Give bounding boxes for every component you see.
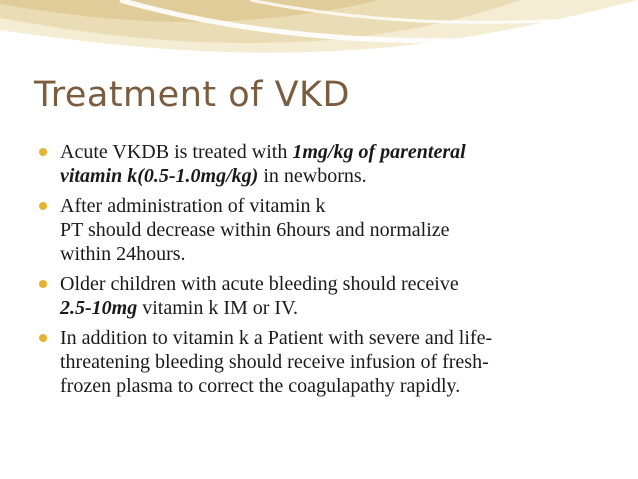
bullet-line: threatening bleeding should receive infusion of fresh- [60, 351, 489, 373]
bullet-text: in newborns. [258, 165, 367, 187]
bullet-emphasis: 2.5-10mg [60, 297, 138, 319]
bullet-emphasis: vitamin k(0.5-1.0mg/kg) [60, 165, 259, 187]
bullet-line: within 24hours. [60, 243, 186, 265]
bullet-item [36, 326, 621, 398]
header-decoration [0, 0, 638, 80]
bullet-item [36, 140, 621, 188]
bullet-line: In addition to vitamin k a Patient with severe and life- [60, 327, 493, 349]
bullet-line: After administration of vitamin k [60, 195, 326, 217]
bullet-line [60, 140, 621, 164]
bullet-text: vitamin k IM or IV. [137, 297, 298, 319]
bullet-dot-icon [39, 280, 47, 288]
bullet-dot-icon [39, 148, 47, 156]
bullet-line [60, 296, 621, 320]
bullet-item [36, 194, 621, 266]
bullet-item [36, 272, 621, 320]
bullet-line: frozen plasma to correct the coagulapathy rapidly. [60, 375, 461, 397]
bullet-line: Older children with acute bleeding should receive [60, 273, 459, 295]
slide-title: Treatment of VKD [34, 75, 350, 115]
bullet-list [36, 140, 621, 404]
bullet-text: Acute VKDB is treated with [60, 141, 293, 163]
bullet-line [60, 164, 621, 188]
bullet-dot-icon [39, 202, 47, 210]
bullet-line: PT should decrease within 6hours and normalize [60, 219, 450, 241]
bullet-emphasis: 1mg/kg of parenteral [292, 141, 466, 163]
bullet-dot-icon [39, 334, 47, 342]
